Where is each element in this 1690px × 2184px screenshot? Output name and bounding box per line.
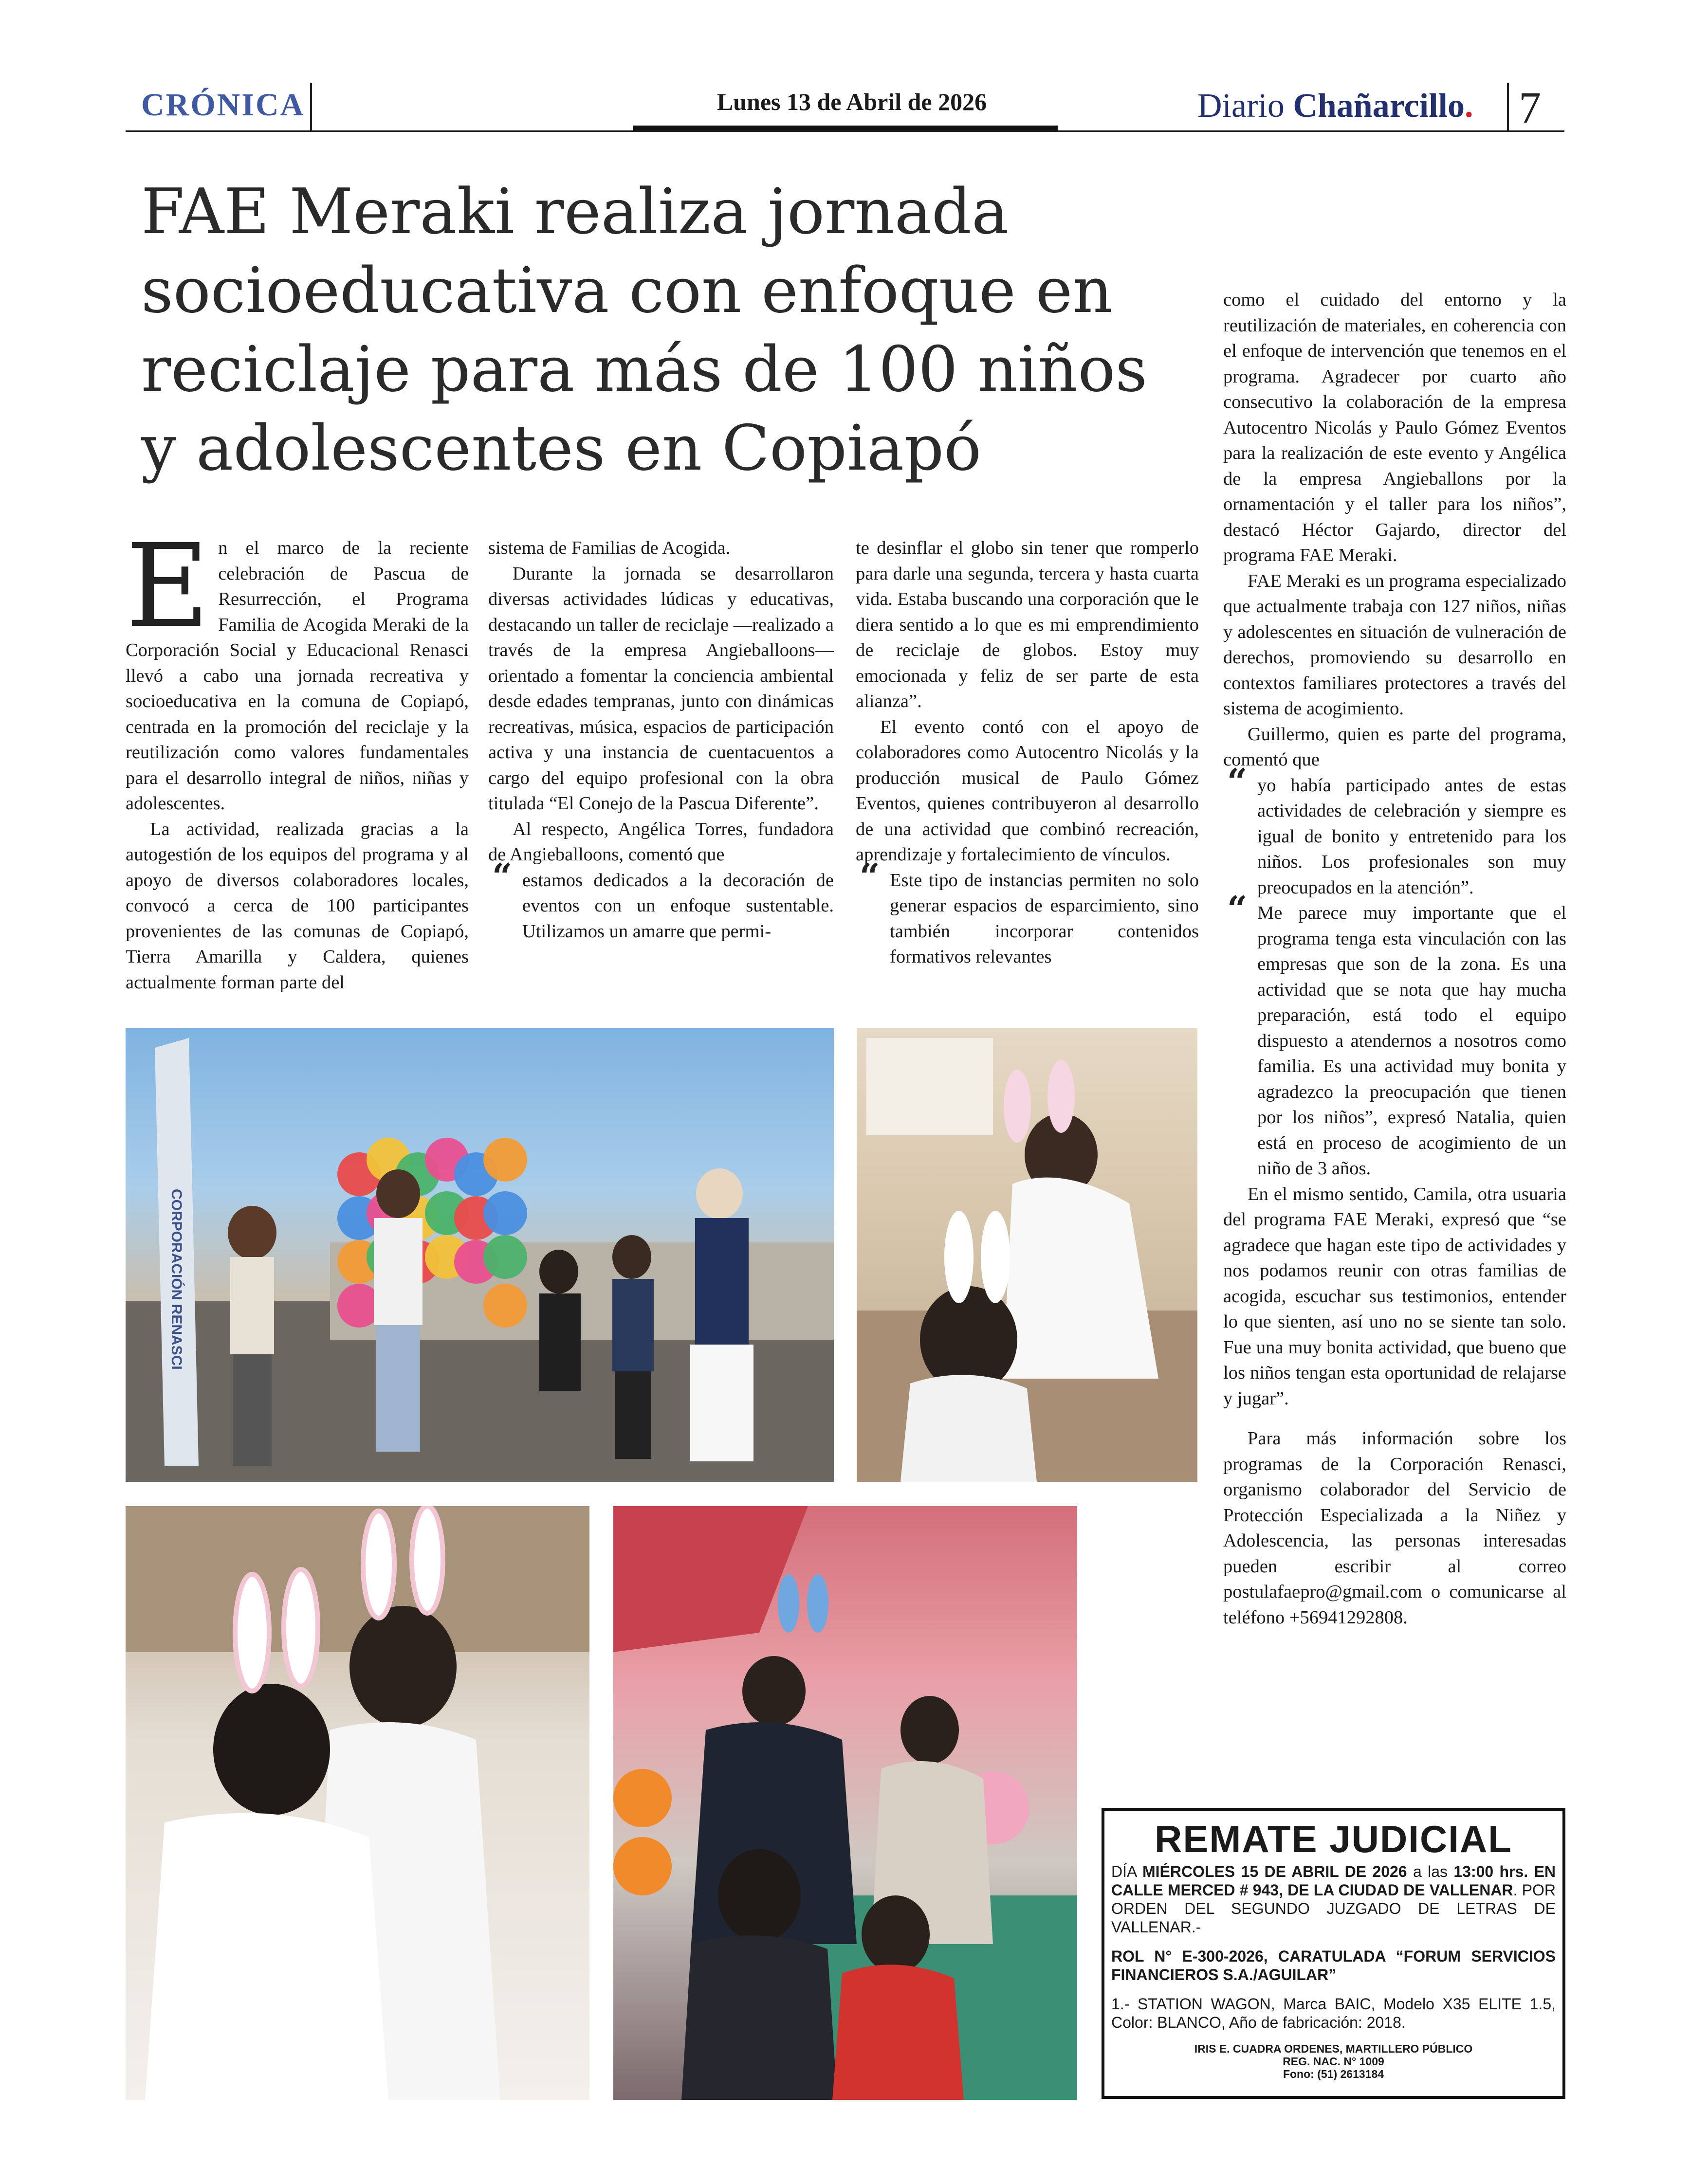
paragraph: El evento contó con el apoyo de colaboradores como Autocentro Nicolás y la producción musical de Paulo Gómez Eventos, quienes contribuyeron al desarrollo de una actividad que combinó recreación, aprendizaje y fortalecimiento de vínculos. [856,716,1199,865]
quote-paragraph: “ yo había participado antes de estas actividades de celebración y siempre es igual de bonito y entretenido para los niños. Los profesionales son muy preocupados en la atención”. [1227,760,1566,898]
drop-cap: E [126,519,210,653]
quote-mark-icon: “ [492,855,513,897]
quote-mark-icon: “ [860,855,880,897]
photo-group-balloons [126,1028,834,1482]
masthead [1197,87,1473,126]
masthead-dot: . [1464,87,1473,125]
paragraph: Al respecto, Angélica Torres, fundadora de Angieballoons, comentó que [488,819,834,865]
paragraph: En el mismo sentido, Camila, otra usuaria del programa FAE Meraki, expresó que “se agradece que hagan este tipo de actividades y nos podamos reunir con otras familias de acogida, escuchar sus testimonios, entender lo que sienten, así uno no se siente tan solo. Fue una muy bonita actividad, que bueno que los niños tengan esta oportunidad de relajarse y jugar”. [1223,1183,1566,1409]
article-column-4 [1223,287,1566,1630]
legal-notice-registration: REG. NAC. N° 1009 [1283,2055,1384,2068]
header-rule [126,130,1564,132]
article-column-1 [126,519,469,995]
photo-women-bunny-ears-illustration [126,1506,589,2100]
photo-women-bunny-ears [126,1506,589,2100]
photo-woman-child-illustration [857,1028,1197,1482]
page-number: 7 [1519,83,1541,132]
paragraph: La actividad, realizada gracias a la autogestión de los equipos del programa y al apoyo de diversos colaboradores locales, convocó a cerca de 100 participantes provenientes de las comunas de Copiapó, Tierra Amarilla y Caldera, quienes actualmente forman parte del [126,819,469,993]
quote-paragraph: “ Me parece muy importante que el programa tenga esta vinculación con las empresas que son de la zona. Es una actividad que se nota que hay mucha preparación, está todo el equipo dispuesto a atendernos a nosotros como familia. Es una actividad muy bonita y agradezco la preocupación que tienen por los niños”, expresó Natalia, quien está en proceso de acogimiento de un niño de 3 años. [1227,888,1566,1179]
quote-paragraph: “ estamos dedicados a la decoración de eventos con un enfoque sustentable. Utilizamos un amarre que permi- [492,855,834,942]
legal-notice-item: 1.- STATION WAGON, Marca BAIC, Modelo X35 ELITE 1.5, Color: BLANCO, Año de fabricación: 2018. [1111,1995,1556,2031]
paragraph: FAE Meraki es un programa especializado que actualmente trabaja con 127 niños, niñas y adolescentes en situación de vulneración de derechos, promoviendo su desarrollo en contextos familiares protectores a través del sistema de acogimiento. [1223,570,1566,719]
legal-notice-rol: ROL N° E-300-2026, CARATULADA “FORUM SERVICIOS FINANCIEROS S.A./AGUILAR” [1111,1947,1556,1984]
legal-notice-phone: Fono: (51) 2613184 [1283,2068,1384,2080]
article-column-3 [856,535,1199,970]
photo-children-table [613,1506,1077,2100]
section-label: CRÓNICA [141,87,305,123]
photo-group-balloons-illustration [126,1028,834,1482]
header-divider [310,83,312,131]
paragraph: Durante la jornada se desarrollaron diversas actividades lúdicas y educativas, destacando un taller de reciclaje —realizado a través de la empresa Angieballoons— orientado a fomentar la conciencia ambiental desde edades tempranas, junto con dinámicas recreativas, música, espacios de participación activa y una instancia de cuentacuentos a cargo del equipo profesional con la obra titulada “El Conejo de la Pascua Diferente”. [488,563,834,814]
legal-notice-signature: IRIS E. CUADRA ORDENES, MARTILLERO PÚBLICO [1194,2042,1473,2055]
article-headline: FAE Meraki realiza jornada socioeducativa con enfoque en reciclaje para más de 100 niños y adolescentes en Copiapó [141,176,1148,485]
quote-mark-icon: “ [1227,760,1248,802]
masthead-name: Chañarcillo [1293,87,1465,125]
masthead-prefix: Diario [1197,87,1285,125]
photo-children-table-illustration [613,1506,1077,2100]
quote-mark-icon: “ [1227,888,1248,929]
paragraph: como el cuidado del entorno y la reutilización de materiales, en coherencia con el enfoque de intervención que tenemos en el programa. Agradecer por cuarto año consecutivo la colaboración de la empresa Autocentro Nicolás y Paulo Gómez Eventos para la realización de este evento y Angélica de la empresa Angieballons por la ornamentación y el taller para los niños”, destacó Héctor Gajardo, director del programa FAE Meraki. [1223,290,1566,565]
legal-notice-date: DÍA MIÉRCOLES 15 DE ABRIL DE 2026 a las 13:00 hrs. EN CALLE MERCED # 943, DE LA CIUDAD DE VALLENAR. POR ORDEN DEL SEGUNDO JUZGADO DE LETRAS DE VALLENAR.- [1111,1863,1556,1936]
header-divider-right [1507,83,1509,131]
issue-date: Lunes 13 de Abril de 2026 [716,88,987,115]
article-column-2 [488,535,834,944]
paragraph: te desinflar el globo sin tener que romperlo para darle una segunda, tercera y hasta cuarta vida. Estaba buscando una corporación que le diera sentido a lo que es mi emprendimiento de reciclaje de globos. Estoy muy emocionada y feliz de ser parte de esta alianza”. [856,538,1199,711]
legal-notice-title: REMATE JUDICIAL [1155,1818,1512,1860]
paragraph: Guillermo, quien es parte del programa, comentó que [1223,724,1566,770]
photo-woman-child [857,1028,1197,1482]
paragraph: Para más información sobre los programas de la Corporación Renasci, organismo colaborador del Servicio de Protección Especializada a la Niñez y Adolescencia, las personas interesadas pueden escribir al correo postulafaepro@gmail.com o comunicarse al teléfono +56941292808. [1223,1428,1566,1628]
quote-paragraph: “ Este tipo de instancias permiten no solo generar espacios de esparcimiento, sino también incorporar contenidos formativos relevantes [860,855,1199,967]
legal-notice-box [1102,1808,1565,2099]
paragraph: En el marco de la reciente celebración de Pascua de Resurrección, el Programa Familia de Acogida Meraki de la Corporación Social y Educacional Renasci llevó a cabo una jornada recreativa y socioeducativa en la comuna de Copiapó, centrada en la promoción del reciclaje y la reutilización como valores fundamentales para el desarrollo integral de niños, niñas y adolescentes. [126,519,469,814]
banner-text: CORPORACIÓN RENASCI [168,1189,184,1370]
paragraph: sistema de Familias de Acogida. [488,538,731,558]
